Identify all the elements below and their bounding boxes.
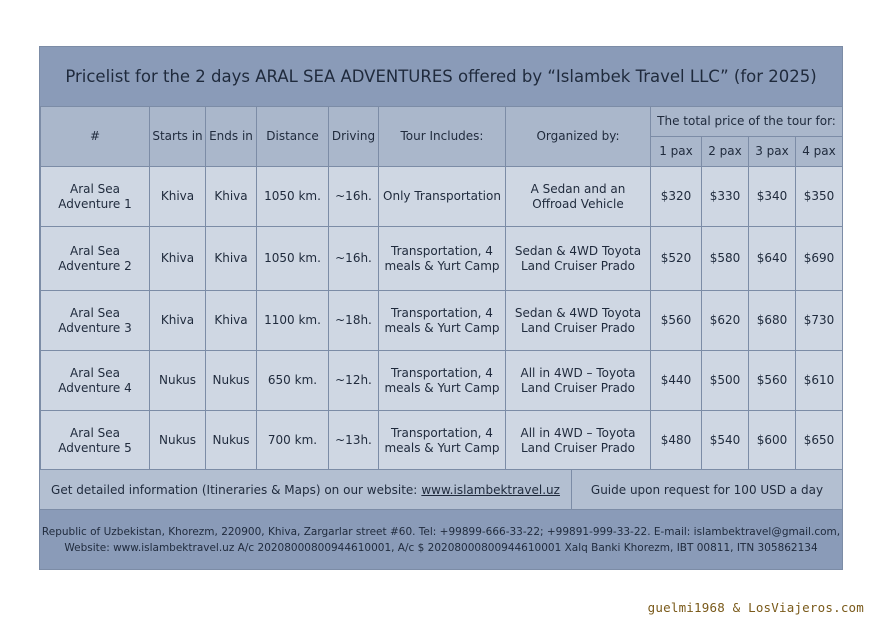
header-ends: Ends in	[206, 107, 257, 167]
end-city: Khiva	[206, 227, 257, 291]
driving-time: ~18h.	[329, 291, 379, 351]
price-3-pax: $340	[749, 167, 796, 227]
tour-includes: Transportation, 4 meals & Yurt Camp	[379, 291, 506, 351]
header-pax-3: 3 pax	[749, 137, 796, 167]
price-4-pax: $610	[796, 351, 843, 411]
header-starts: Starts in	[150, 107, 206, 167]
header-driving: Driving	[329, 107, 379, 167]
price-4-pax: $350	[796, 167, 843, 227]
end-city: Khiva	[206, 291, 257, 351]
price-2-pax: $620	[702, 291, 749, 351]
price-2-pax: $580	[702, 227, 749, 291]
header-includes: Tour Includes:	[379, 107, 506, 167]
footer-address-line: Republic of Uzbekistan, Khorezm, 220900, Khiva, Zargarlar street #60. Tel: +99899-666-33-22; +99891-999-33-22. E-mail: islambektravel@gmail.com,	[41, 525, 841, 538]
watermark: guelmi1968 & LosViajeros.com	[647, 600, 864, 615]
price-3-pax: $640	[749, 227, 796, 291]
driving-time: ~12h.	[329, 351, 379, 411]
price-4-pax: $690	[796, 227, 843, 291]
price-1-pax: $320	[651, 167, 702, 227]
header-organized: Organized by:	[506, 107, 651, 167]
pricelist-title: Pricelist for the 2 days ARAL SEA ADVENTURES offered by “Islambek Travel LLC” (for 2025)	[40, 47, 842, 107]
website-link[interactable]: www.islambektravel.uz	[421, 482, 560, 497]
start-city: Nukus	[150, 411, 206, 471]
tour-name: Aral Sea Adventure 1	[41, 167, 150, 227]
price-2-pax: $500	[702, 351, 749, 411]
table-row	[41, 411, 843, 471]
end-city: Nukus	[206, 351, 257, 411]
end-city: Khiva	[206, 167, 257, 227]
price-2-pax: $330	[702, 167, 749, 227]
distance: 650 km.	[257, 351, 329, 411]
start-city: Khiva	[150, 291, 206, 351]
distance: 1100 km.	[257, 291, 329, 351]
website-info	[40, 470, 572, 509]
driving-time: ~16h.	[329, 167, 379, 227]
tour-includes: Transportation, 4 meals & Yurt Camp	[379, 351, 506, 411]
table-row	[41, 291, 843, 351]
price-1-pax: $520	[651, 227, 702, 291]
price-3-pax: $560	[749, 351, 796, 411]
price-1-pax: $560	[651, 291, 702, 351]
header-distance: Distance	[257, 107, 329, 167]
price-3-pax: $680	[749, 291, 796, 351]
tour-name: Aral Sea Adventure 4	[41, 351, 150, 411]
organized-by: A Sedan and an Offroad Vehicle	[506, 167, 651, 227]
guide-info: Guide upon request for 100 USD a day	[590, 482, 824, 497]
organized-by: Sedan & 4WD Toyota Land Cruiser Prado	[506, 227, 651, 291]
organized-by: All in 4WD – Toyota Land Cruiser Prado	[506, 411, 651, 471]
tour-includes: Only Transportation	[379, 167, 506, 227]
start-city: Khiva	[150, 167, 206, 227]
header-num: #	[41, 107, 150, 167]
organized-by: All in 4WD – Toyota Land Cruiser Prado	[506, 351, 651, 411]
start-city: Khiva	[150, 227, 206, 291]
price-4-pax: $650	[796, 411, 843, 471]
tour-name: Aral Sea Adventure 5	[41, 411, 150, 471]
header-total-price: The total price of the tour for:	[651, 107, 843, 137]
pricelist-sheet	[39, 46, 843, 570]
distance: 1050 km.	[257, 167, 329, 227]
table-row	[41, 227, 843, 291]
organized-by: Sedan & 4WD Toyota Land Cruiser Prado	[506, 291, 651, 351]
tour-name: Aral Sea Adventure 3	[41, 291, 150, 351]
price-1-pax: $440	[651, 351, 702, 411]
table-row	[41, 351, 843, 411]
tour-includes: Transportation, 4 meals & Yurt Camp	[379, 227, 506, 291]
driving-time: ~13h.	[329, 411, 379, 471]
price-2-pax: $540	[702, 411, 749, 471]
tour-includes: Transportation, 4 meals & Yurt Camp	[379, 411, 506, 471]
price-3-pax: $600	[749, 411, 796, 471]
distance: 700 km.	[257, 411, 329, 471]
price-4-pax: $730	[796, 291, 843, 351]
header-pax-1: 1 pax	[651, 137, 702, 167]
footer-bank-line: Website: www.islambektravel.uz A/c 20208000800944610001, A/c $ 20208000800944610001 Xalq Banki Khorezm, IBT 00811, ITN 305862134	[64, 541, 818, 554]
table-row	[41, 167, 843, 227]
info-bar	[40, 469, 842, 510]
contact-footer	[40, 510, 842, 569]
driving-time: ~16h.	[329, 227, 379, 291]
distance: 1050 km.	[257, 227, 329, 291]
start-city: Nukus	[150, 351, 206, 411]
price-1-pax: $480	[651, 411, 702, 471]
end-city: Nukus	[206, 411, 257, 471]
price-table	[40, 106, 843, 471]
website-info-text: Get detailed information (Itineraries & Maps) on our website:	[51, 482, 418, 497]
header-pax-2: 2 pax	[702, 137, 749, 167]
tour-name: Aral Sea Adventure 2	[41, 227, 150, 291]
header-pax-4: 4 pax	[796, 137, 843, 167]
